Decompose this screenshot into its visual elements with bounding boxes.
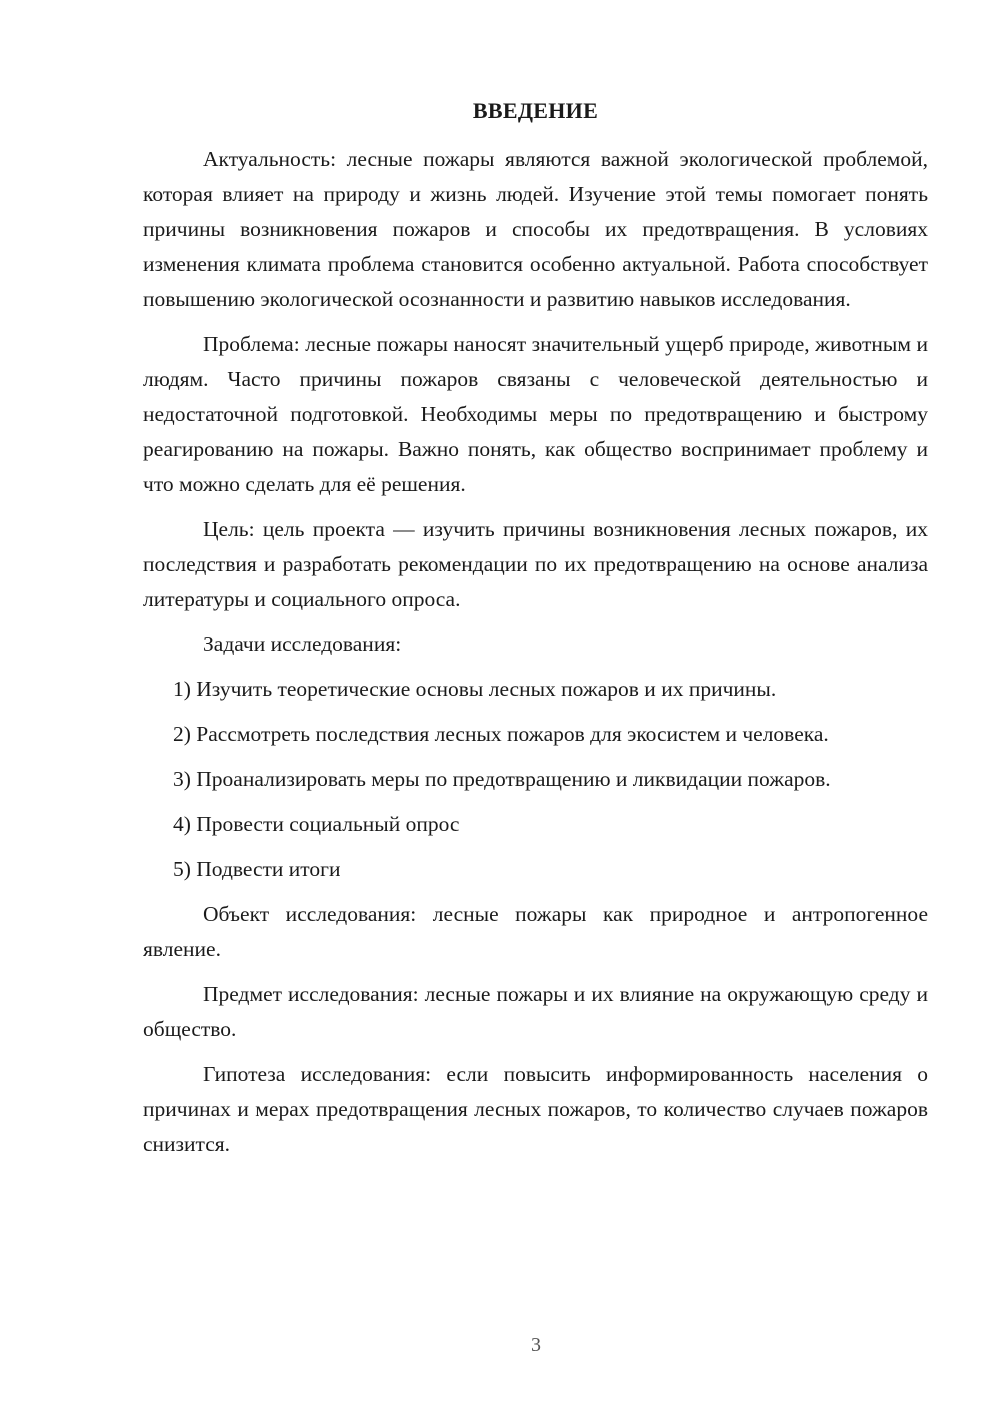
paragraph-object: Объект исследования: лесные пожары как природное и антропогенное явление. xyxy=(143,902,928,961)
task-item: 5) Подвести итоги xyxy=(173,857,341,881)
paragraph-hypothesis: Гипотеза исследования: если повысить информированность населения о причинах и мерах предотвращения лесных пожаров, то количество случаев пожаров снизится. xyxy=(143,1062,928,1156)
document-body xyxy=(143,142,928,1162)
page-number: 3 xyxy=(531,1334,541,1356)
paragraph-problem: Проблема: лесные пожары наносят значительный ущерб природе, животным и людям. Часто причины пожаров связаны с человеческой деятельностью и недостаточной подготовкой. Необходимы меры по предотвращению и быстрому реагированию на пожары. Важно понять, как общество воспринимает проблему и что можно сделать для её решения. xyxy=(143,332,928,496)
paragraph-subject: Предмет исследования: лесные пожары и их влияние на окружающую среду и общество. xyxy=(143,982,928,1041)
paragraph-relevance: Актуальность: лесные пожары являются важной экологической проблемой, которая влияет на природу и жизнь людей. Изучение этой темы помогает понять причины возникновения пожаров и способы их предотвращения. В условиях изменения климата проблема становится особенно актуальной. Работа способствует повышению экологической осознанности и развитию навыков исследования. xyxy=(143,147,928,311)
page-title: ВВЕДЕНИЕ xyxy=(472,98,599,123)
task-item: 4) Провести социальный опрос xyxy=(173,812,460,836)
tasks-heading: Задачи исследования: xyxy=(203,632,402,656)
paragraph-goal: Цель: цель проекта — изучить причины возникновения лесных пожаров, их последствия и разработать рекомендации по их предотвращению на основе анализа литературы и социального опроса. xyxy=(143,517,928,611)
task-item: 3) Проанализировать меры по предотвращению и ликвидации пожаров. xyxy=(173,767,831,791)
task-item: 1) Изучить теоретические основы лесных пожаров и их причины. xyxy=(173,677,777,701)
task-item: 2) Рассмотреть последствия лесных пожаров для экосистем и человека. xyxy=(173,722,829,746)
